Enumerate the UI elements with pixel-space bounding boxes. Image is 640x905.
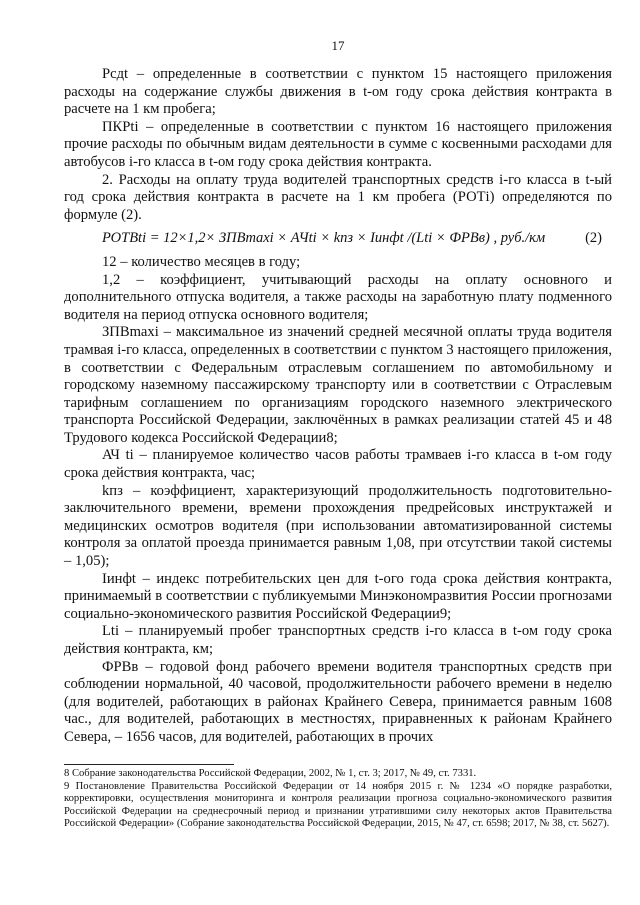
definition: kпз – коэффициент, характеризующий продолжительность подготовительно-заключительного времени, времени прохождения предрейсовых инструктажей и медицинских осмотров водителя (при использовании автоматизированной системы контроля за оплатой проезда принимается равным 1,08, при отсутствии такой системы – 1,05); (64, 482, 612, 570)
footnote-separator (64, 764, 234, 765)
definition: 1,2 – коэффициент, учитывающий расходы на оплату основного и дополнительного отпуска водителя, а также расходы на заработную плату подменного водителя на период отпуска основного водителя; (64, 271, 612, 323)
formula-line (64, 230, 612, 248)
footnote: 8 Собрание законодательства Российской Федерации, 2002, № 1, ст. 3; 2017, № 49, ст. 7331. (64, 768, 477, 779)
definition: АЧ ti – планируемое количество часов работы трамваев i-го класса в t-ом году срока действия контракта, час; (64, 447, 612, 482)
footnote: 9 Постановление Правительства Российской Федерации от 14 ноября 2015 г. № 1234 «О порядке разработки, корректировки, осуществления мониторинга и контроля реализации прогноза социально-экономического развития Российской Федерации на среднесрочный период и признании утратившими силу некоторых актов Правительства Российской Федерации» (Собрание законодательства Российской Федерации, 2015, № 47, ст. 6598; 2017, № 38, ст. 5627). (64, 780, 612, 830)
paragraph: ПКРti – определенные в соответствии с пунктом 16 настоящего приложения прочие расходы по обычным видам деятельности в сумме с косвенными расходами для автобусов i-го класса в t-ом году срока действия контракта. (64, 118, 612, 170)
footnotes (64, 768, 612, 831)
definition: 12 – количество месяцев в году; (102, 253, 301, 270)
definition: Lti – планируемый пробег транспортных средств i-го класса в t-ом году срока действия контракта, км; (64, 623, 612, 657)
formula-number: (2) (585, 230, 602, 247)
document-body (64, 66, 612, 747)
definition: Iинфt – индекс потребительских цен для t-ого года срока действия контракта, принимаемый в соответствии с публикуемыми Минэкономразвития России прогнозами социально-экономического развития Российской Федерации9; (64, 570, 612, 622)
formula: РОТВti = 12×1,2× ЗПВmaxi × АЧti × kпз × Iинфt /(Lti × ФРВв) , руб./км (102, 230, 546, 247)
definition: ФРВв – годовой фонд рабочего времени водителя транспортных средств при соблюдении нормальной, 40 часовой, продолжительности рабочего времени в неделю (для водителей, работающих в районах Крайнего Севера, принимается равным 1608 час., для водителей, работающих в местностях, приравненных к районам Крайнего Севера, – 1656 часов, для водителей, работающих в прочих (64, 658, 612, 745)
page-number: 17 (331, 38, 345, 53)
definition: ЗПВmaxi – максимальное из значений средней месячной оплаты труда водителя трамвая i-го класса, определенных в соответствии с пунктом 3 настоящего приложения, в соответствии с Федеральным отраслевым соглашением по автомобильному и городскому наземному пассажирскому транспорту или в соответствии с Отраслевым тарифным соглашением по организациям городского наземного электрического транспорта Российской Федерации, заключённых в рамках реализации статей 45 и 48 Трудового кодекса Российской Федерации8; (64, 324, 612, 446)
paragraph: Рсдt – определенные в соответствии с пунктом 15 настоящего приложения расходы на содержание службы движения в t-ом году срока действия контракта в расчете на 1 км пробега; (64, 66, 612, 118)
paragraph: 2. Расходы на оплату труда водителей транспортных средств i-го класса в t-ый год срока действия контракта в расчете на 1 км пробега (РОТi) определяются по формуле (2). (64, 171, 612, 223)
